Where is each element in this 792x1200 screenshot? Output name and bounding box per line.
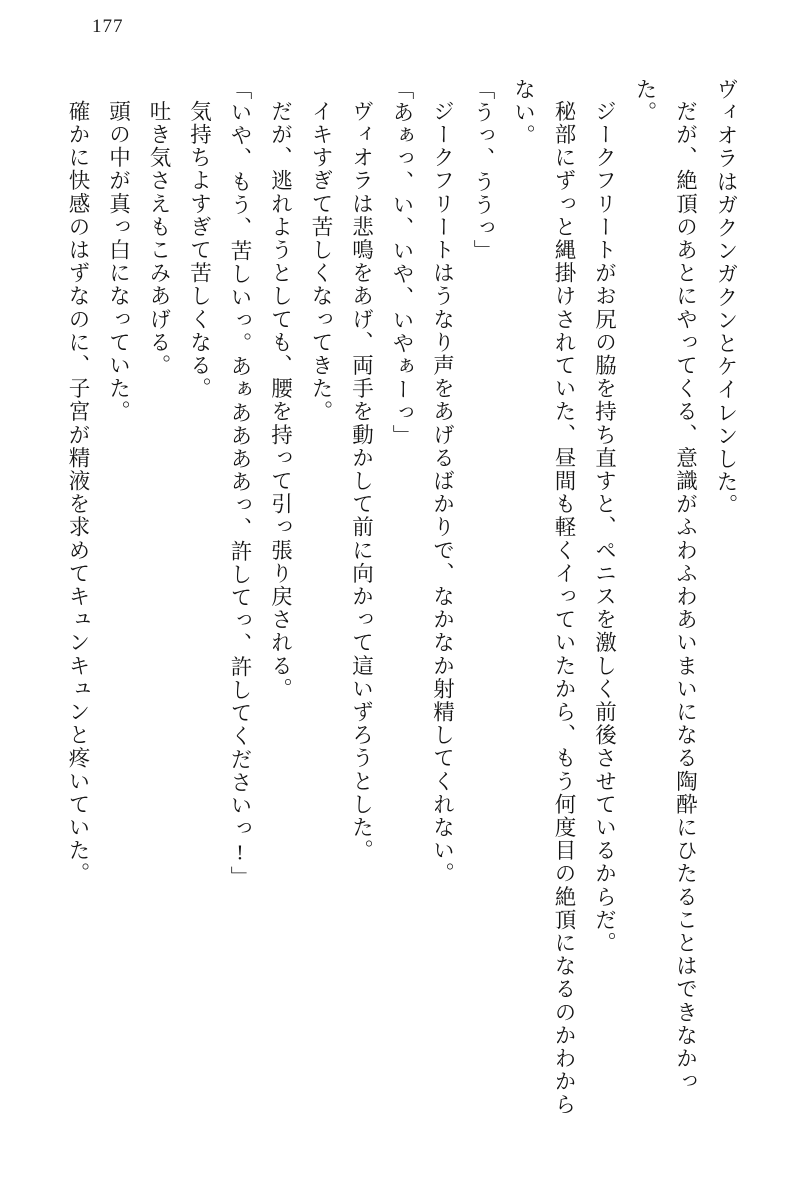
page-number: 177 xyxy=(92,16,124,37)
paragraph: 「うっ、ううっ」 xyxy=(471,78,495,263)
paragraph: だが、絶頂のあとにやってくる、意識がふわふわあいまいになる陶酔にひたることはできなかった。 xyxy=(633,78,698,1093)
paragraph: ヴィオラはガクンガクンとケイレンした。 xyxy=(714,78,738,517)
page-text-body xyxy=(46,78,746,1138)
paragraph: だが、逃れようとしても、腰を持って引っ張り戻される。 xyxy=(268,99,293,701)
paragraph: 吐き気さえもこみあげる。 xyxy=(147,99,171,377)
paragraph: 頭の中が真っ白になっていた。 xyxy=(106,99,131,423)
paragraph: ジークフリートがお尻の脇を持ち直すと、ペニスを激しく前後させているからだ。 xyxy=(592,99,617,955)
paragraph: 「あぁっ、い、いや、いやぁーっ」 xyxy=(390,78,414,448)
paragraph: ヴィオラは悲鳴をあげ、両手を動かして前に向かって這いずろうとした。 xyxy=(349,99,374,862)
paragraph: イキすぎて苦しくなってきた。 xyxy=(309,99,333,423)
paragraph: 秘部にずっと縄掛けされていた、昼間も軽くイっていたから、もう何度目の絶頂になるのかわからない。 xyxy=(511,78,576,1116)
paragraph: 確かに快感のはずなのに、子宮が精液を求めてキュンキュンと疼いていた。 xyxy=(66,99,90,885)
paragraph: 「いや、もう、苦しいっ。あぁああああっ、許してっ、許してくださいっ!」 xyxy=(228,78,252,889)
paragraph: 気持ちよすぎて苦しくなる。 xyxy=(187,99,212,400)
paragraph: ジークフリートはうなり声をあげるばかりで、なかなか射精してくれない。 xyxy=(430,99,455,885)
